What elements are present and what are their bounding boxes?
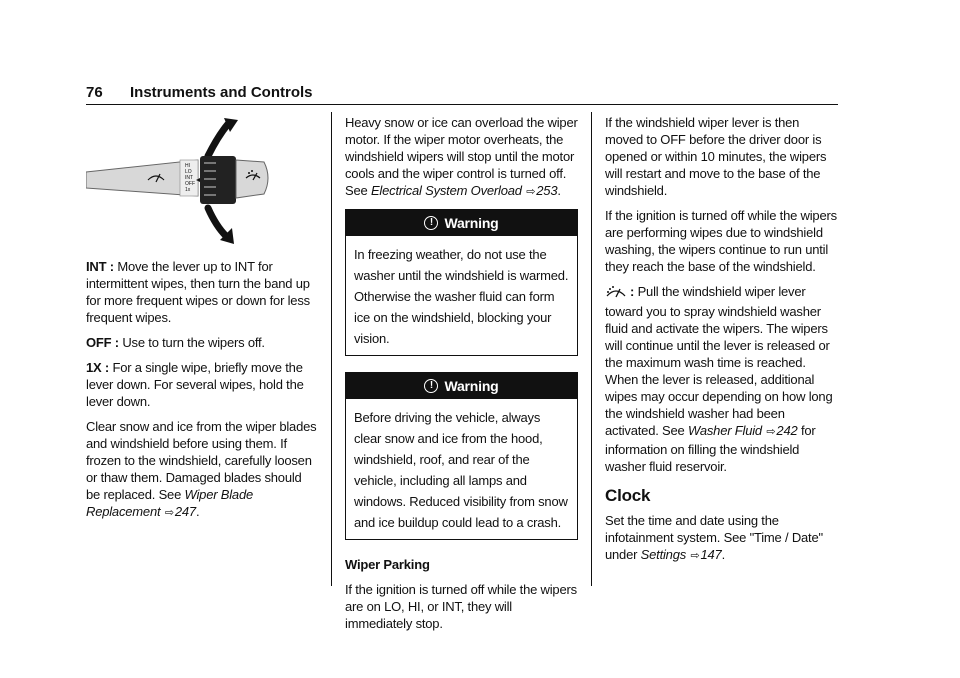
warning-header — [346, 210, 577, 236]
off-paragraph — [86, 334, 318, 351]
see-word: See — [158, 487, 182, 502]
clear-paragraph — [86, 418, 318, 522]
column-divider-1 — [331, 112, 332, 586]
overload-text: Heavy snow or ice can overload the wiper motor. If the wiper motor overheats, the windshield wipers will stop until the motor cools and the wiper control is turned off. — [345, 115, 578, 181]
onex-text: For a single wipe, briefly move the lever down. For several wipes, hold the lever down. — [86, 360, 304, 409]
lever-label-off: OFF — [185, 181, 195, 187]
warning-text: Before driving the vehicle, always clear snow and ice from the hood, windshield, roof, and rear of the vehicle, including all lamps and windows. Reduced visibility from snow and ice buildup could lead to a crash. — [354, 410, 568, 530]
see-word: See — [345, 183, 368, 198]
warning-text: In freezing weather, do not use the washer until the windshield is warmed. Otherwise the washer fluid can form ice on the windshield, blocking your vision. — [354, 247, 569, 346]
electrical-system-overload-link[interactable]: Electrical System Overload — [370, 183, 522, 198]
column-2 — [345, 114, 578, 640]
wiper-blade-replacement-link[interactable]: Wiper Blade Replacement — [86, 487, 254, 519]
warning-title: Warning — [444, 214, 499, 231]
clear-text: Clear snow and ice from the wiper blades and windshield before using them. If frozen to the windshield, carefully loosen or thaw them. Damaged blades should be replaced. — [86, 419, 317, 502]
washer-icon — [605, 285, 627, 303]
wiper-lever-illustration — [86, 116, 286, 248]
onex-label: 1X : — [86, 360, 110, 375]
warning-header — [346, 373, 577, 399]
lever-label-hi: HI — [185, 163, 190, 169]
washer-end-text: for information on filling the windshield washer fluid reservoir. — [605, 423, 816, 474]
clock-paragraph — [605, 512, 838, 565]
clock-text: Set the time and date using the infotainment system. See "Time / Date" under — [605, 513, 823, 562]
column-divider-2 — [591, 112, 592, 586]
wiper-parking-heading: Wiper Parking — [345, 557, 430, 572]
warning-icon: ! — [424, 379, 438, 393]
settings-link[interactable]: Settings — [640, 547, 687, 562]
int-label: INT : — [86, 259, 114, 274]
page-ref-242[interactable]: 242 — [776, 423, 798, 438]
washer-paragraph — [605, 283, 838, 475]
restart-paragraph: If the windshield wiper lever is then moved to OFF before the driver door is opened or within 10 minutes, the wipers will restart and move to the base of the windshield. — [605, 115, 827, 198]
page-number: 76 — [86, 84, 103, 101]
page-ref-147[interactable]: 147 — [700, 547, 722, 562]
page-ref-253[interactable]: 253 — [536, 183, 558, 198]
warning-icon: ! — [424, 216, 438, 230]
section-title: Instruments and Controls — [130, 84, 313, 101]
int-text: Move the lever up to INT for intermittent wipes, then turn the band up for more frequent wipes or down for less frequent wipes. — [86, 259, 310, 325]
page-ref-arrow-icon: ⇨ — [164, 507, 174, 519]
washing-paragraph: If the ignition is turned off while the wipers are performing wipes due to windshield washing, the wipers continue to run until they reach the base of the windshield. — [605, 208, 837, 274]
off-label: OFF : — [86, 335, 119, 350]
overload-paragraph — [345, 114, 578, 201]
period: . — [557, 183, 561, 198]
washer-fluid-link[interactable]: Washer Fluid — [688, 423, 762, 438]
header-rule — [86, 104, 838, 105]
page-ref-247[interactable]: 247 — [174, 504, 196, 519]
int-paragraph — [86, 258, 318, 326]
washer-colon: : — [630, 284, 635, 299]
period: . — [721, 547, 726, 562]
page-ref-arrow-icon: ⇨ — [690, 550, 700, 562]
warning-box-freezing — [345, 209, 578, 356]
off-text: Use to turn the wipers off. — [122, 335, 265, 350]
page-ref-arrow-icon: ⇨ — [766, 426, 776, 438]
washer-text: Pull the windshield wiper lever toward you to spray windshield washer fluid and activate the wipers. The wipers will continue until the lever is released or the maximum wash time is reached. When the lever is released, additional wipes may occur depending on how long the windshield washer had been activated. See — [605, 284, 833, 438]
lever-label-lo: LO — [185, 169, 192, 175]
onex-paragraph — [86, 359, 318, 410]
wiper-lever-icon — [86, 116, 286, 248]
column-1 — [86, 258, 318, 530]
lever-label-1x: 1x — [185, 187, 191, 193]
warning-box-snow — [345, 372, 578, 540]
clock-heading: Clock — [605, 486, 651, 505]
wiper-parking-text: If the ignition is turned off while the wipers are on LO, HI, or INT, they will immediately stop. — [345, 582, 577, 631]
warning-title: Warning — [444, 377, 499, 394]
period: . — [195, 504, 200, 519]
page-header — [86, 84, 838, 104]
lever-label-int: INT — [185, 175, 194, 181]
page-ref-arrow-icon: ⇨ — [526, 186, 536, 198]
column-3 — [605, 114, 838, 573]
